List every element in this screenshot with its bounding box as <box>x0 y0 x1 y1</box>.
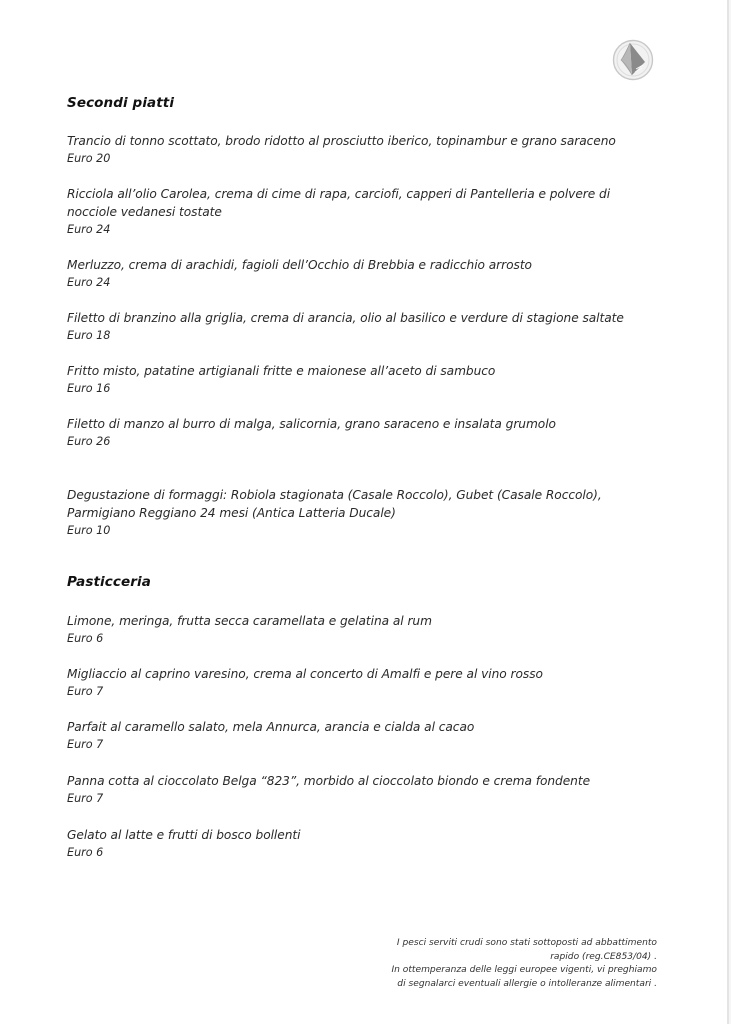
section-title-secondi-piatti: Secondi piatti <box>67 95 175 111</box>
item-description-line: nocciole vedanesi tostate <box>67 205 222 219</box>
footer-line: I pesci serviti crudi sono stati sottoposti ad abbattimento <box>396 938 657 948</box>
item-description: Filetto di manzo al burro di malga, salicornia, grano saraceno e insalata grumolo <box>67 417 556 431</box>
menu-item <box>67 132 627 167</box>
item-price: Euro 6 <box>67 846 104 859</box>
item-price: Euro 7 <box>67 738 104 751</box>
item-description-line: Ricciola all’olio Carolea, crema di cime di rapa, carciofi, capperi di Pantelleria e polvere di <box>67 187 611 201</box>
menu-item <box>67 665 627 700</box>
menu-item <box>67 415 627 450</box>
menu-item <box>67 185 627 238</box>
item-description-line: Degustazione di formaggi: Robiola stagionata (Casale Roccolo), Gubet (Casale Roccolo), <box>67 488 602 502</box>
footer-line: rapido (reg.CE853/04) . <box>550 951 657 962</box>
menu-item <box>67 772 627 807</box>
item-description-line: Parmigiano Reggiano 24 mesi (Antica Latteria Ducale) <box>67 506 396 520</box>
item-description: Parfait al caramello salato, mela Annurca, arancia e cialda al cacao <box>67 720 475 734</box>
item-description: Migliaccio al caprino varesino, crema al concerto di Amalfi e pere al vino rosso <box>67 667 543 681</box>
footer-line: di segnalarci eventuali allergie o intolleranze alimentari . <box>397 979 657 990</box>
item-price: Euro 10 <box>67 524 111 537</box>
item-price: Euro 26 <box>67 435 111 448</box>
menu-item <box>67 362 627 397</box>
menu-item <box>67 612 627 647</box>
footer-line: In ottemperanza delle leggi europee vigenti, vi preghiamo <box>391 965 657 976</box>
item-description: Trancio di tonno scottato, brodo ridotto al prosciutto iberico, topinambur e grano saraceno <box>67 134 616 148</box>
item-description: Limone, meringa, frutta secca caramellata e gelatina al rum <box>67 614 432 628</box>
menu-item <box>67 309 627 344</box>
item-price: Euro 7 <box>67 792 104 805</box>
item-description: Merluzzo, crema di arachidi, fagioli dell’Occhio di Brebbia e radicchio arrosto <box>67 258 532 272</box>
menu-item <box>67 718 627 753</box>
item-price: Euro 7 <box>67 685 104 698</box>
allergy-notice <box>391 937 657 992</box>
item-price: Euro 16 <box>67 382 111 395</box>
section-title-pasticceria: Pasticceria <box>67 574 151 590</box>
item-description: Filetto di branzino alla griglia, crema di arancia, olio al basilico e verdure di stagione saltate <box>67 311 624 325</box>
item-price: Euro 24 <box>67 276 111 289</box>
item-description: Gelato al latte e frutti di bosco bollenti <box>67 828 301 842</box>
item-price: Euro 6 <box>67 632 104 645</box>
menu-item <box>67 826 627 861</box>
item-price: Euro 20 <box>67 152 111 165</box>
item-price: Euro 18 <box>67 329 111 342</box>
item-description: Panna cotta al cioccolato Belga “823”, morbido al cioccolato biondo e crema fondente <box>67 774 591 788</box>
restaurant-logo-icon <box>612 39 654 81</box>
menu-item <box>67 256 627 291</box>
item-price: Euro 24 <box>67 223 111 236</box>
menu-item-cheese-tasting <box>67 486 627 539</box>
item-description: Fritto misto, patatine artigianali fritte e maionese all’aceto di sambuco <box>67 364 496 378</box>
